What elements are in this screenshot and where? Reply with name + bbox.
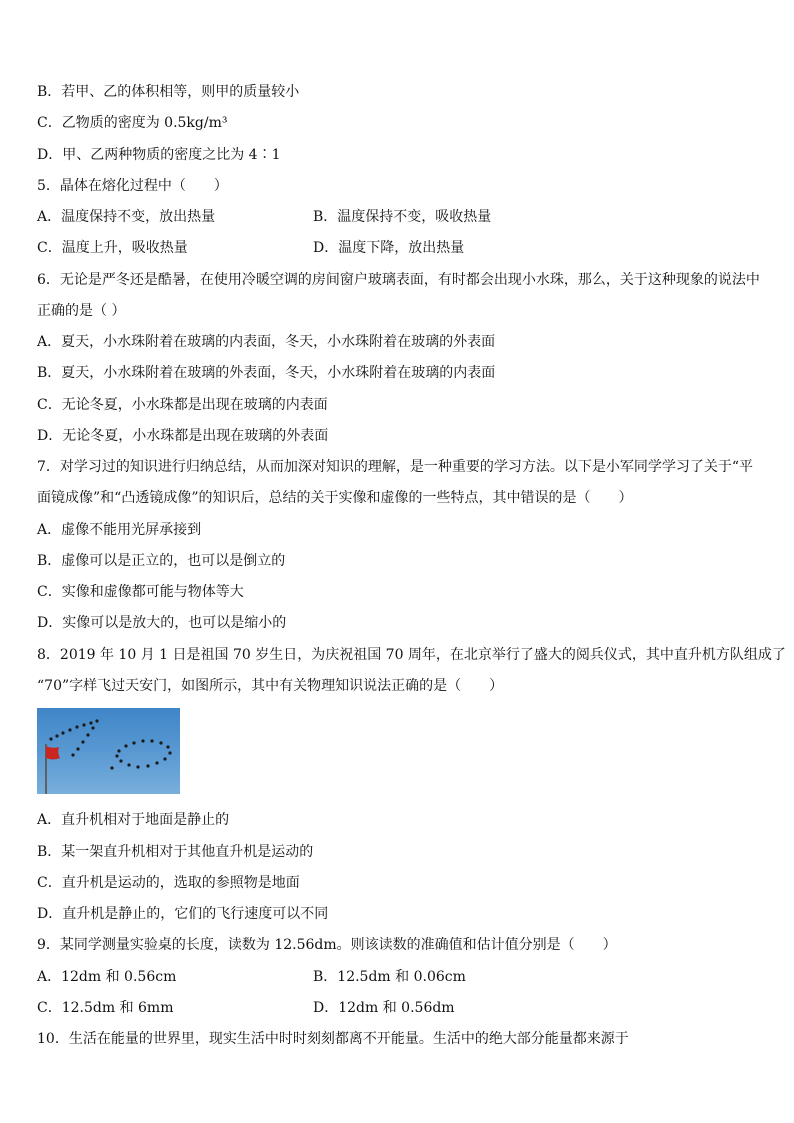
helicopter-formation-photo bbox=[37, 708, 180, 794]
question-7-line-2: 面镜成像”和“凸透镜成像”的知识后，总结的关于实像和虚像的一些特点，其中错误的是（ ） bbox=[37, 490, 633, 506]
question-5: 5．晶体在熔化过程中（ ） bbox=[37, 178, 228, 194]
q8-option-a: A．直升机相对于地面是静止的 bbox=[37, 812, 230, 828]
q8-option-d: D．直升机是静止的，它们的飞行速度可以不同 bbox=[37, 906, 329, 922]
q9-option-c: C．12.5dm 和 6mm bbox=[37, 1000, 174, 1016]
q9-options-row-2 bbox=[37, 999, 767, 1017]
question-6-line-1: 6．无论是严冬还是酷暑，在使用冷暖空调的房间窗户玻璃表面，有时都会出现小水珠，那么，关于这种现象的说法中 bbox=[37, 272, 760, 288]
q9-option-b: B．12.5dm 和 0.06cm bbox=[313, 969, 466, 985]
q6-option-c: C．无论冬夏，小水珠都是出现在玻璃的内表面 bbox=[37, 397, 328, 413]
q6-option-b: B．夏天，小水珠附着在玻璃的外表面，冬天，小水珠附着在玻璃的内表面 bbox=[37, 365, 496, 381]
q5-option-d: D．温度下降，放出热量 bbox=[313, 240, 465, 256]
q9-option-a: A．12dm 和 0.56cm bbox=[37, 969, 177, 985]
q7-option-d: D．实像可以是放大的，也可以是缩小的 bbox=[37, 615, 287, 631]
question-9: 9．某同学测量实验桌的长度，读数为 12.56dm。则该读数的准确值和估计值分别是（ ） bbox=[37, 937, 617, 953]
q5-option-b: B．温度保持不变，吸收热量 bbox=[313, 209, 492, 225]
q4-option-c: C．乙物质的密度为 0.5kg/m³ bbox=[37, 115, 228, 131]
q5-options-row-1 bbox=[37, 208, 767, 226]
q7-option-a: A．虚像不能用光屏承接到 bbox=[37, 522, 202, 538]
q5-options-row-2 bbox=[37, 239, 767, 257]
q7-option-c: C．实像和虚像都可能与物体等大 bbox=[37, 584, 244, 600]
q5-option-a: A．温度保持不变，放出热量 bbox=[37, 209, 216, 225]
q6-option-d: D．无论冬夏，小水珠都是出现在玻璃的外表面 bbox=[37, 428, 329, 444]
q5-option-c: C．温度上升，吸收热量 bbox=[37, 240, 188, 256]
question-10: 10．生活在能量的世界里，现实生活中时时刻刻都离不开能量。生活中的绝大部分能量都来源于 bbox=[37, 1031, 629, 1047]
q9-option-d: D．12dm 和 0.56dm bbox=[313, 1000, 455, 1016]
q9-options-row-1 bbox=[37, 968, 767, 986]
q4-option-d: D．甲、乙两种物质的密度之比为 4∶1 bbox=[37, 147, 281, 163]
question-6-line-2: 正确的是（ ） bbox=[37, 303, 126, 319]
q7-option-b: B．虚像可以是正立的，也可以是倒立的 bbox=[37, 553, 286, 569]
question-8-line-1: 8．2019 年 10 月 1 日是祖国 70 岁生日，为庆祝祖国 70 周年，在北京举行了盛大的阅兵仪式，其中直升机方队组成了 bbox=[37, 647, 786, 663]
q6-option-a: A．夏天，小水珠附着在玻璃的内表面，冬天，小水珠附着在玻璃的外表面 bbox=[37, 334, 496, 350]
q8-option-c: C．直升机是运动的，选取的参照物是地面 bbox=[37, 875, 300, 891]
q4-option-b: B．若甲、乙的体积相等，则甲的质量较小 bbox=[37, 84, 300, 100]
question-8-line-2: “70”字样飞过天安门，如图所示，其中有关物理知识说法正确的是（ ） bbox=[37, 678, 504, 694]
question-7-line-1: 7．对学习过的知识进行归纳总结，从而加深对知识的理解，是一种重要的学习方法。以下是小军同学学习了关于“平 bbox=[37, 459, 754, 475]
q8-option-b: B．某一架直升机相对于其他直升机是运动的 bbox=[37, 844, 314, 860]
